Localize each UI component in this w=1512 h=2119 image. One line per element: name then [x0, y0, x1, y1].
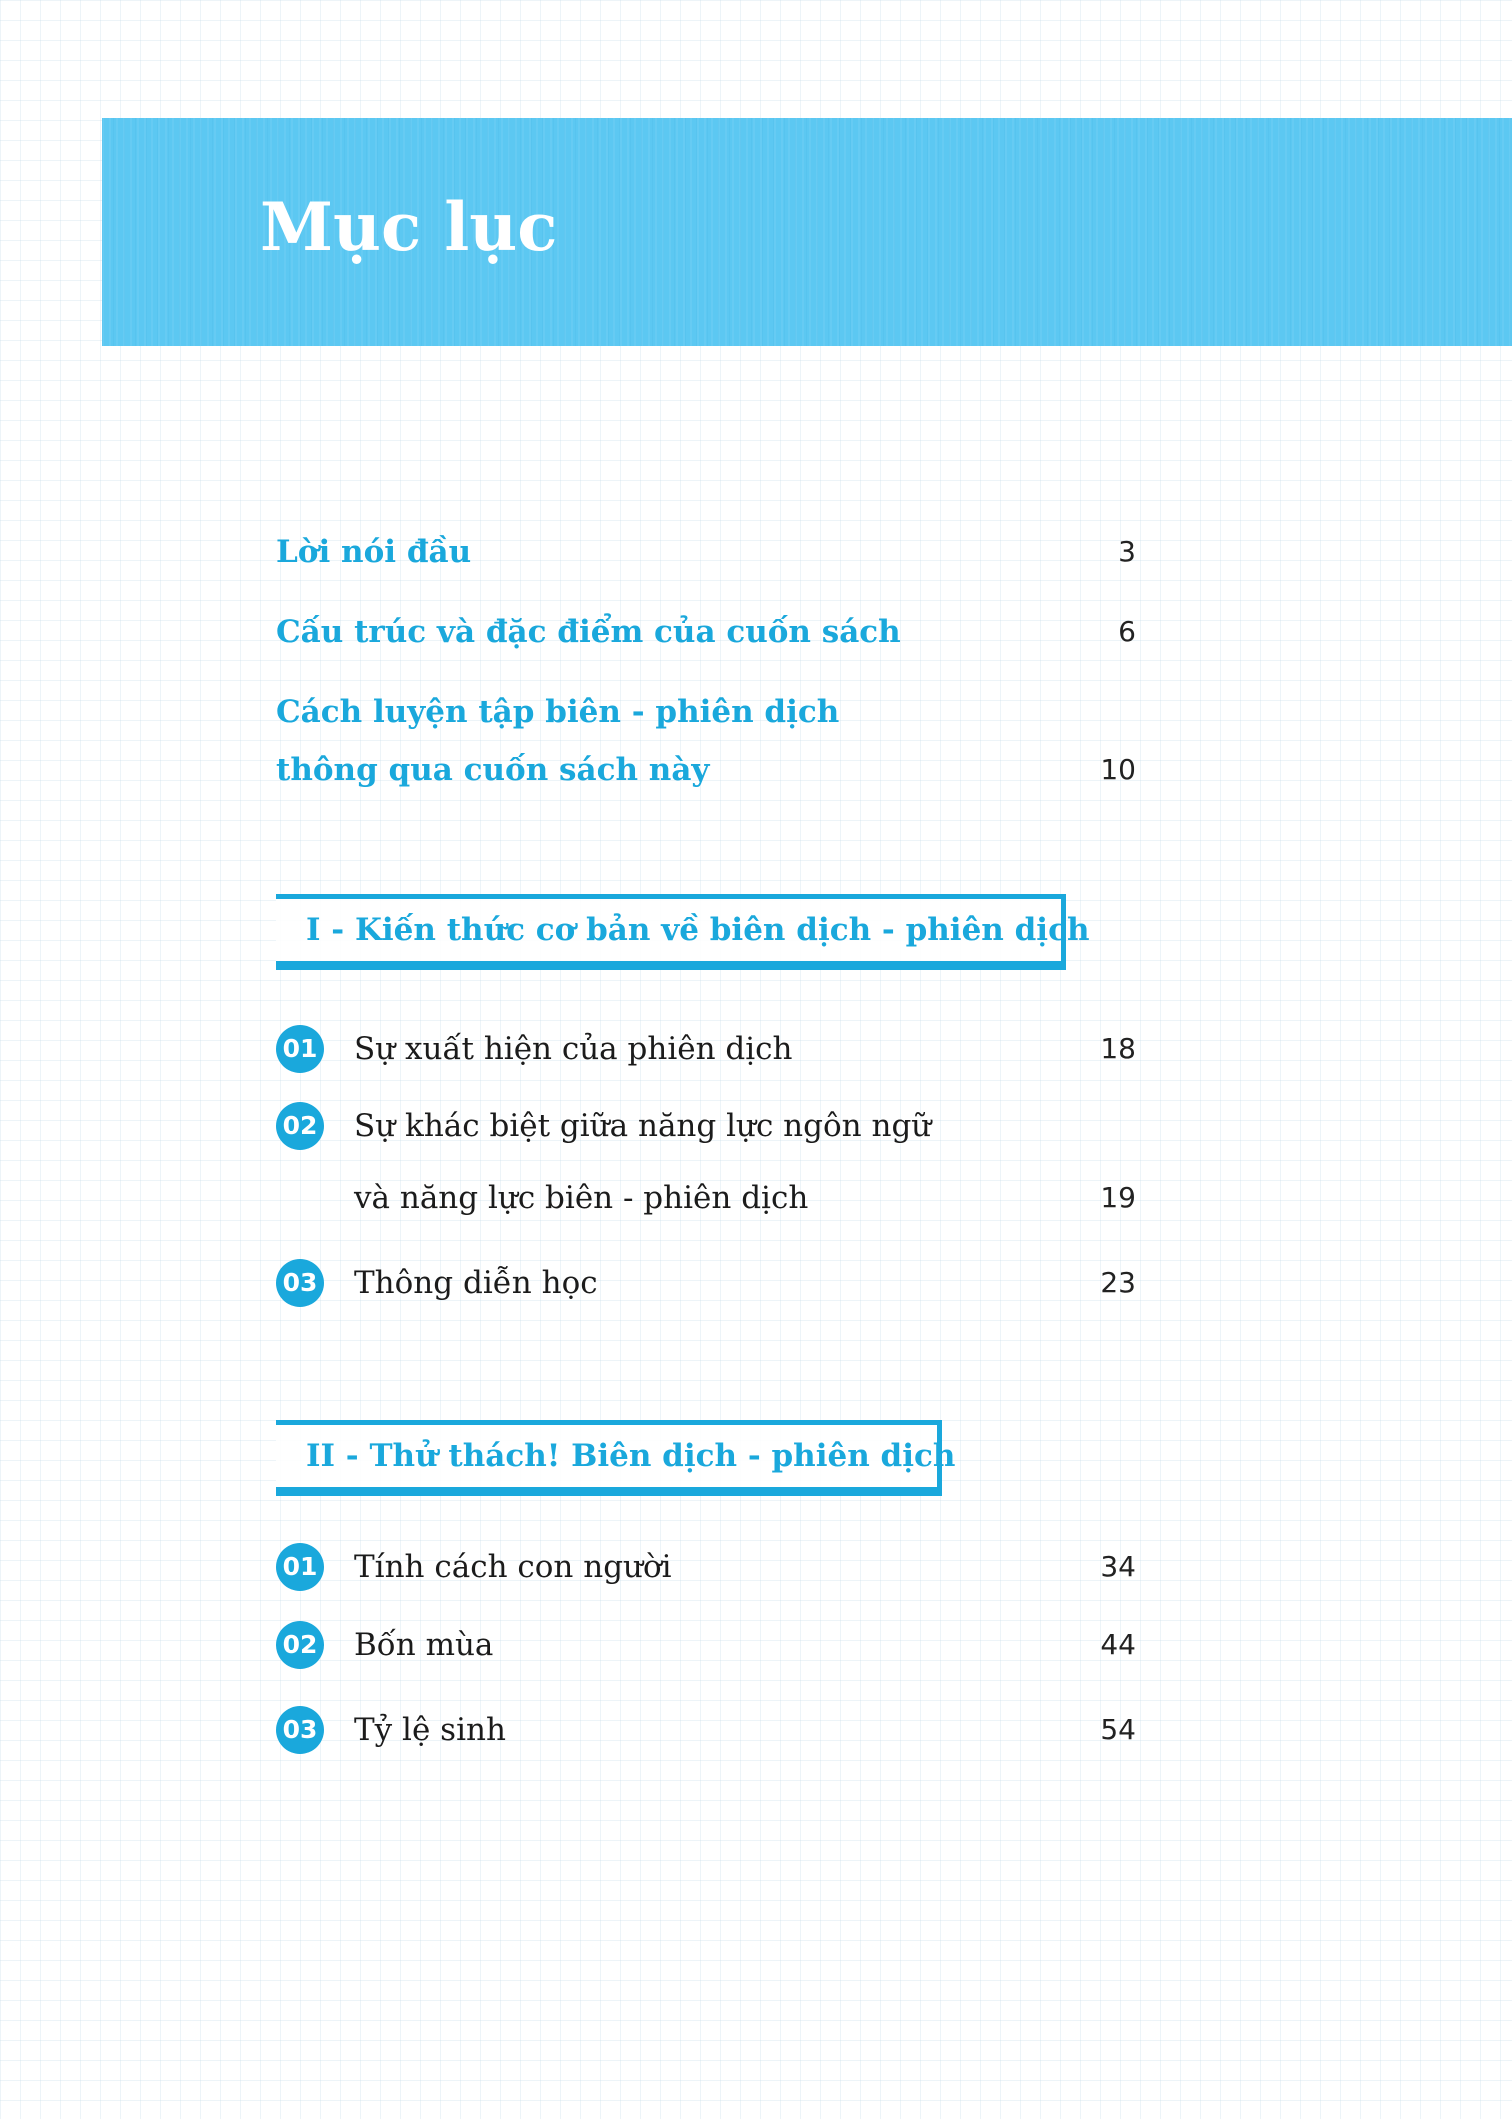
page-title: Mục lục: [260, 188, 558, 266]
toc-entry-title: Tỷ lệ sinh: [354, 1712, 506, 1748]
toc-entry-title-line2: và năng lực biên - phiên dịch: [354, 1180, 809, 1216]
toc-entry-title: Tính cách con người: [354, 1549, 672, 1585]
number-badge: 03: [276, 1259, 324, 1307]
page-number: 6: [1118, 615, 1136, 648]
toc-entry-title: Cấu trúc và đặc điểm của cuốn sách: [276, 614, 901, 650]
number-badge: 03: [276, 1706, 324, 1754]
header-banner: [102, 118, 1512, 346]
toc-entry[interactable]: [276, 1617, 1136, 1673]
section-label: II - Thử thách! Biên dịch - phiên dịch: [306, 1438, 956, 1474]
toc-entry-title: Lời nói đầu: [276, 534, 472, 570]
number-badge: 02: [276, 1102, 324, 1150]
page-number: 23: [1100, 1266, 1136, 1299]
toc-entry[interactable]: [276, 1255, 1136, 1311]
number-badge: 01: [276, 1543, 324, 1591]
toc-entry-title: Thông diễn học: [354, 1265, 598, 1301]
toc-entry[interactable]: [276, 1702, 1136, 1758]
page-number: 3: [1118, 535, 1136, 568]
toc-entry-title: Bốn mùa: [354, 1627, 494, 1663]
section-label: I - Kiến thức cơ bản về biên dịch - phiên dịch: [306, 912, 1090, 948]
toc-entry-preface[interactable]: [276, 527, 1136, 577]
toc-entry-practice-cont[interactable]: [276, 745, 1136, 795]
toc-entry-title: Sự xuất hiện của phiên dịch: [354, 1031, 793, 1067]
page-number: 54: [1100, 1713, 1136, 1746]
toc-entry-structure[interactable]: [276, 607, 1136, 657]
toc-entry-practice[interactable]: [276, 687, 1136, 737]
toc-entry[interactable]: [276, 1098, 1136, 1154]
number-badge: 01: [276, 1025, 324, 1073]
toc-entry-title-line2: thông qua cuốn sách này: [276, 752, 710, 788]
page-number: 10: [1100, 753, 1136, 786]
page-number: 19: [1100, 1181, 1136, 1214]
section-header-2[interactable]: [276, 1420, 956, 1496]
number-badge: 02: [276, 1621, 324, 1669]
section-header-1[interactable]: [276, 894, 1090, 970]
page-number: 34: [1100, 1550, 1136, 1583]
toc-entry[interactable]: [276, 1539, 1136, 1595]
page-number: 44: [1100, 1628, 1136, 1661]
page-number: 18: [1100, 1032, 1136, 1065]
toc-entry-title-line1: Cách luyện tập biên - phiên dịch: [276, 694, 840, 730]
toc-entry[interactable]: [276, 1021, 1136, 1077]
toc-entry-title-line1: Sự khác biệt giữa năng lực ngôn ngữ: [354, 1108, 932, 1144]
toc-entry-cont[interactable]: [276, 1170, 1136, 1226]
